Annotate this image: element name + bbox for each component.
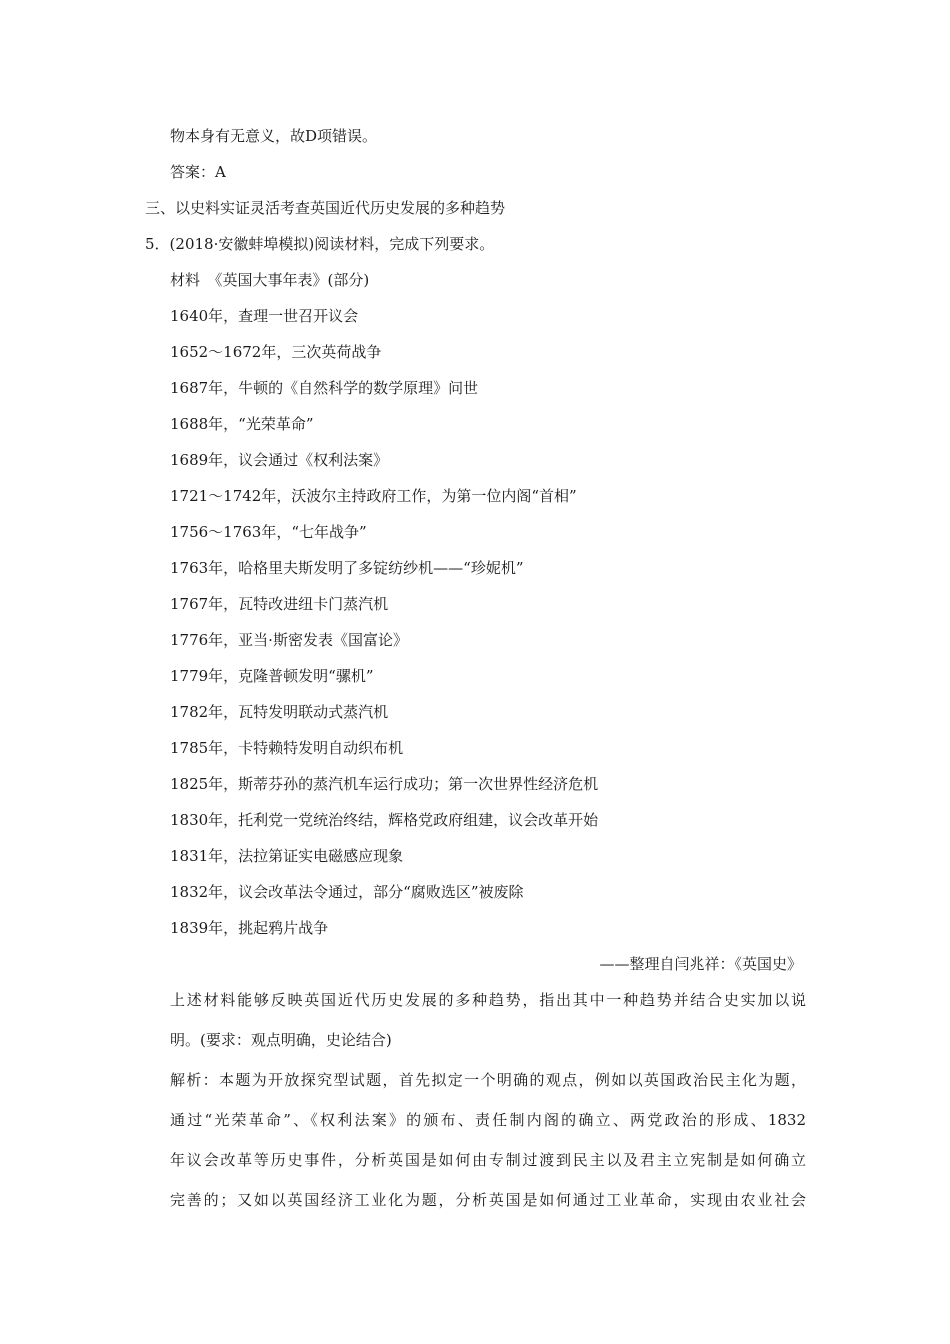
question-5-stem: 5．(2018·安徽蚌埠模拟)阅读材料，完成下列要求。	[145, 235, 495, 253]
timeline-entry: 1689年，议会通过《权利法案》	[170, 451, 389, 469]
timeline-entry: 1785年，卡特赖特发明自动织布机	[170, 739, 404, 757]
timeline-entry: 1756～1763年，“七年战争”	[170, 523, 367, 541]
material-title: 材料 《英国大事年表》(部分)	[170, 271, 370, 289]
analysis-line-1: 解析：本题为开放探究型试题，首先拟定一个明确的观点，例如以英国政治民主化为题，	[170, 1071, 806, 1089]
timeline-entry: 1782年，瓦特发明联动式蒸汽机	[170, 703, 389, 721]
analysis-line-3: 年议会改革等历史事件，分析英国是如何由专制过渡到民主以及君主立宪制是如何确立	[170, 1151, 806, 1169]
analysis-line-2: 通过“光荣革命”、《权利法案》的颁布、责任制内阁的确立、两党政治的形成、1832	[170, 1111, 806, 1129]
timeline-entry: 1830年，托利党一党统治终结，辉格党政府组建，议会改革开始	[170, 811, 599, 829]
timeline-entry: 1767年，瓦特改进纽卡门蒸汽机	[170, 595, 389, 613]
timeline-entry: 1825年，斯蒂芬孙的蒸汽机车运行成功；第一次世界性经济危机	[170, 775, 599, 793]
timeline-entry: 1640年，查理一世召开议会	[170, 307, 359, 325]
timeline-entry: 1839年，挑起鸦片战争	[170, 919, 329, 937]
question-prompt-line-2: 明。(要求：观点明确，史论结合)	[170, 1031, 392, 1049]
timeline-entry: 1779年，克隆普顿发明“骡机”	[170, 667, 374, 685]
text-line-explanation-end: 物本身有无意义，故D项错误。	[170, 127, 378, 145]
timeline-entry: 1776年，亚当·斯密发表《国富论》	[170, 631, 408, 649]
text-line-answer: 答案：A	[170, 163, 226, 181]
timeline-entry: 1687年，牛顿的《自然科学的数学原理》问世	[170, 379, 479, 397]
timeline-entry: 1831年，法拉第证实电磁感应现象	[170, 847, 404, 865]
timeline-entry: 1652～1672年，三次英荷战争	[170, 343, 382, 361]
section-heading: 三、以史料实证灵活考查英国近代历史发展的多种趋势	[145, 199, 506, 217]
timeline-entry: 1763年，哈格里夫斯发明了多锭纺纱机——“珍妮机”	[170, 559, 524, 577]
question-prompt-line-1: 上述材料能够反映英国近代历史发展的多种趋势，指出其中一种趋势并结合史实加以说	[170, 991, 806, 1009]
source-citation: ——整理自闫兆祥：《英国史》	[599, 955, 802, 973]
timeline-entry: 1721～1742年，沃波尔主持政府工作，为第一位内阁“首相”	[170, 487, 577, 505]
timeline-entry: 1832年，议会改革法令通过，部分“腐败选区”被废除	[170, 883, 524, 901]
analysis-line-4: 完善的；又如以英国经济工业化为题，分析英国是如何通过工业革命，实现由农业社会	[170, 1191, 806, 1209]
timeline-entry: 1688年，“光荣革命”	[170, 415, 314, 433]
